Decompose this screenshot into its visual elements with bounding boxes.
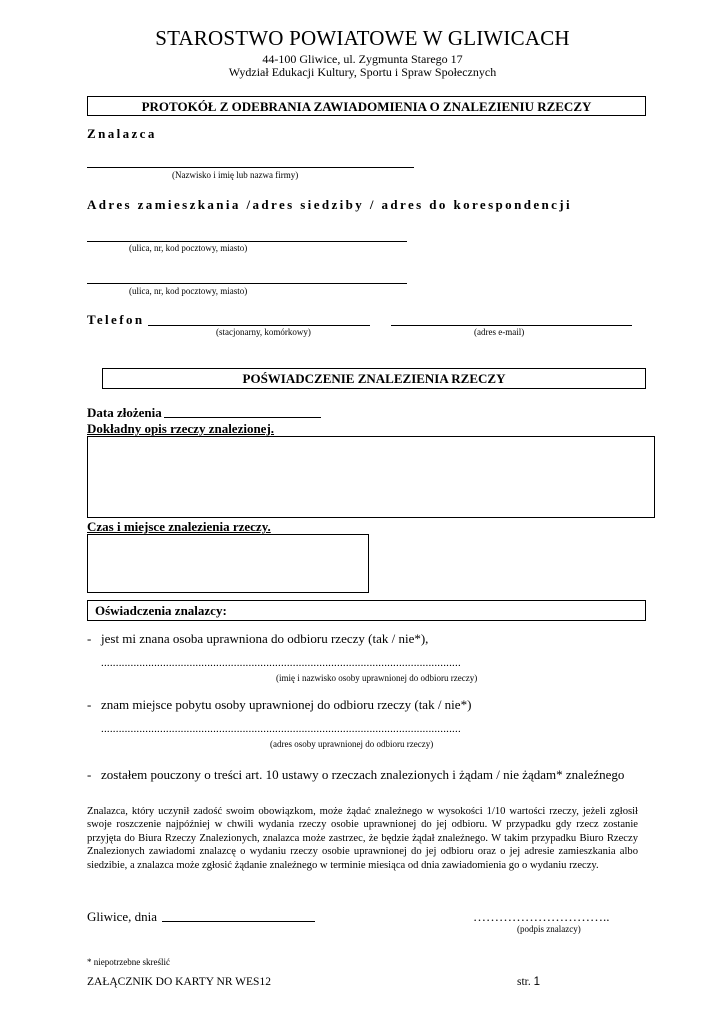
page-label: str. [517, 976, 531, 988]
phone-caption: (stacjonarny, komórkowy) [216, 327, 311, 337]
statement-1-dash: - [87, 631, 92, 646]
institution-department: Wydział Edukacji Kultury, Sportu i Spraw Społecznych [228, 65, 497, 79]
filing-date-label: Data złożenia [87, 405, 162, 420]
statement-3-dash: - [87, 767, 92, 782]
protocol-title: PROTOKÓŁ Z ODEBRANIA ZAWIADOMIENIA O ZNALEZIENIU RZECZY [141, 99, 592, 114]
confirmation-title-box [102, 368, 646, 389]
attachment-label: ZAŁĄCZNIK DO KARTY NR WES12 [87, 976, 271, 988]
statement-3-text: zostałem pouczony o treści art. 10 ustawy o rzeczach znalezionych i żądam / nie żądam* znaleźnego [101, 767, 625, 782]
address-line-1-caption: (ulica, nr, kod pocztowy, miasto) [129, 243, 248, 253]
finder-name-line[interactable] [87, 167, 414, 168]
statement-2-caption: (adres osoby uprawnionej do odbioru rzeczy) [270, 739, 434, 749]
email-caption: (adres e-mail) [474, 327, 525, 337]
place-date-label: Gliwice, dnia [87, 909, 158, 924]
address-label: Adres zamieszkania /adres siedziby / adres do korespondencji [87, 197, 573, 212]
statement-1-text: jest mi znana osoba uprawniona do odbioru rzeczy (tak / nie*), [101, 631, 429, 646]
address-line-1[interactable] [87, 241, 407, 242]
time-place-label: Czas i miejsce znalezienia rzeczy. [87, 519, 271, 534]
time-place-box[interactable] [87, 534, 369, 593]
statement-2-dash: - [87, 697, 92, 712]
email-line[interactable] [391, 325, 632, 326]
statement-2-text: znam miejsce pobytu osoby uprawnionej do odbioru rzeczy (tak / nie*) [101, 697, 472, 712]
phone-label: Telefon [87, 312, 145, 327]
statements-title: Oświadczenia znalazcy: [95, 603, 227, 618]
institution-name: STAROSTWO POWIATOWE W GLIWICACH [155, 26, 570, 50]
statement-1-dotted-line[interactable]: .......................................................................................................................... [101, 657, 461, 669]
protocol-title-box [87, 96, 646, 116]
phone-line[interactable] [148, 325, 370, 326]
finder-name-caption: (Nazwisko i imię lub nazwa firmy) [172, 170, 299, 180]
confirmation-title: POŚWIADCZENIE ZNALEZIENIA RZECZY [242, 371, 506, 386]
statement-1-caption: (imię i nazwisko osoby uprawnionej do odbioru rzeczy) [276, 673, 478, 683]
finders-fee-info: Znalazca, który uczynił zadość swoim obowiązkom, może żądać znaleźnego w wysokości 1/10 wartości rzeczy, jeżeli zgłosił swoje roszczenie najpóźniej w chwili wydania rzeczy osobie uprawnionej do jej odbioru. W przypadku gdy rzecz zostanie przyjęta do Biura Rzeczy Znalezionych, znalazca może zastrzec, że będzie żądał znaleźnego. W takim przypadku Biuro Rzeczy Znalezionych zawiadomi znalazcę o wydaniu rzeczy osobie uprawnionej do jej odbioru oraz o jej adresie zamieszkania albo siedzibie, a znalazca może zgłosić żądanie znaleźnego w terminie miesiąca od dnia zawiadomienia go o wydaniu rzeczy. [87, 806, 638, 871]
footnote: * niepotrzebne skreślić [87, 957, 170, 967]
institution-address: 44-100 Gliwice, ul. Zygmunta Starego 17 [262, 52, 463, 66]
page-number: 1 [533, 976, 541, 988]
address-line-2[interactable] [87, 283, 407, 284]
statements-title-box [87, 600, 646, 621]
signature-dots[interactable]: ………………………….. [473, 909, 610, 924]
signature-caption: (podpis znalazcy) [517, 924, 581, 934]
place-date-line[interactable] [162, 921, 315, 922]
description-label: Dokładny opis rzeczy znalezionej. [87, 421, 275, 436]
filing-date-line[interactable] [164, 417, 321, 418]
page-indicator [517, 976, 540, 988]
statement-2-dotted-line[interactable]: .......................................................................................................................... [101, 723, 461, 735]
address-line-2-caption: (ulica, nr, kod pocztowy, miasto) [129, 286, 248, 296]
finder-label: Znalazca [87, 126, 157, 141]
description-box[interactable] [87, 436, 655, 518]
